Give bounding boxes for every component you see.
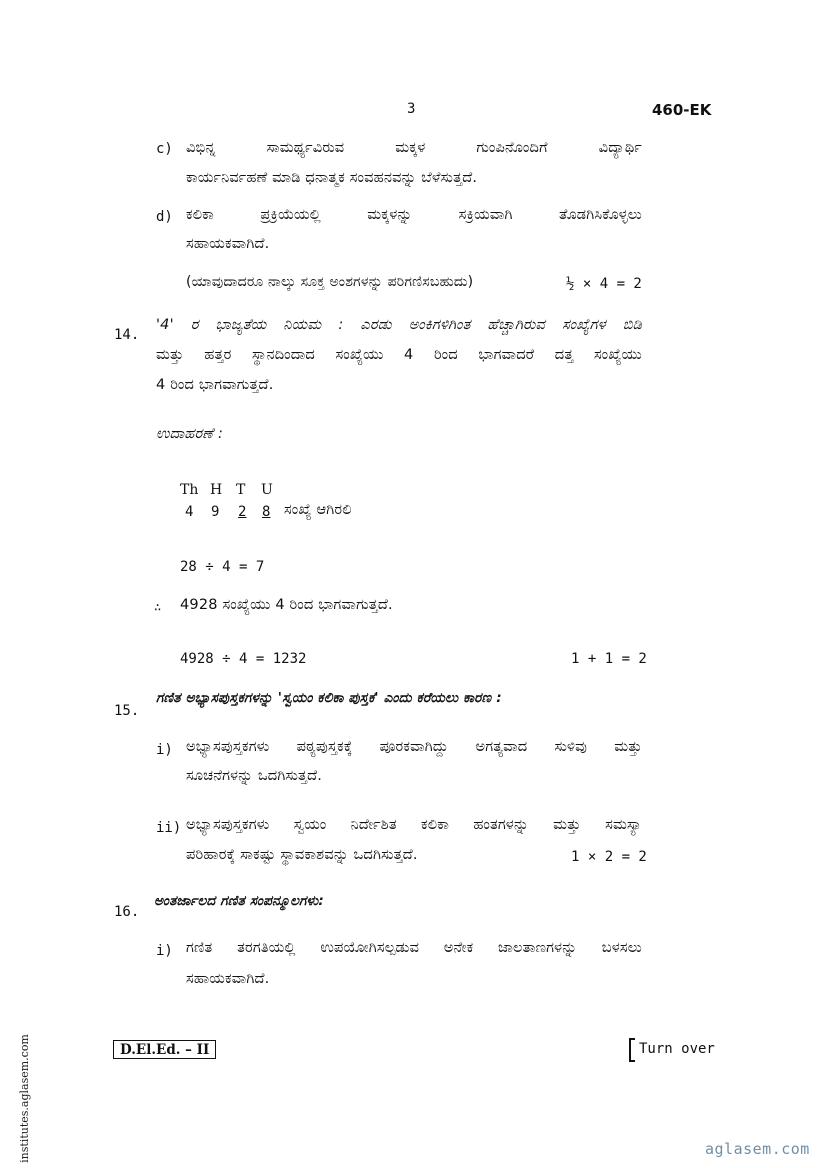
page-number: 3 xyxy=(407,101,416,117)
place-header-th: Th xyxy=(180,482,199,498)
q15-i-label: i) xyxy=(156,742,173,758)
q14-full-division: 4928 ÷ 4 = 1232 xyxy=(180,651,307,667)
q16-i-line2: ಸಹಾಯಕವಾಗಿದೆ. xyxy=(186,971,270,987)
q15-number: 15. xyxy=(114,703,140,719)
q14-line3: 4 ರಿಂದ ಭಾಗವಾಗುತ್ತದೆ. xyxy=(156,377,274,393)
side-watermark: institutes.aglasem.com xyxy=(17,1034,31,1163)
q13-marks: ½ × 4 = 2 xyxy=(566,276,642,292)
q14-line1: '4' ರ ಭಾಜ್ಯತೆಯ ನಿಯಮ : ಎರಡು ಅಂಕಿಗಳಿಗಿಂತ ಹೆಚ್ಚಾಗಿರುವ ಸಂಖ್ಯೆಗಳ ಬಿಡಿ xyxy=(156,317,642,333)
q16-heading: ಅಂತರ್ಜಾಲದ ಗಣಿತ ಸಂಪನ್ಮೂಲಗಳು: xyxy=(154,893,324,909)
q15-ii-line2: ಪರಿಹಾರಕ್ಕೆ ಸಾಕಷ್ಟು ಸ್ಥಾವಕಾಶವನ್ನು ಒದಗಿಸುತ್ತದೆ. xyxy=(186,847,418,863)
q13-c-line2: ಕಾರ್ಯನಿರ್ವಹಣೆ ಮಾಡಿ ಧನಾತ್ಮಕ ಸಂವಹನವನ್ನು ಬೆಳೆಸುತ್ತದೆ. xyxy=(186,170,478,186)
digit-tens: 2 xyxy=(238,504,247,520)
q14-example-heading: ಉದಾಹರಣೆ : xyxy=(156,426,224,442)
q14-line2: ಮತ್ತು ಹತ್ತರ ಸ್ಥಾನದಿಂದಾದ ಸಂಖ್ಯೆಯು 4 ರಿಂದ ಭಾಗವಾದರೆ ದತ್ತ ಸಂಖ್ಯೆಯು xyxy=(156,347,642,363)
q15-i-line2: ಸೂಚನೆಗಳನ್ನು ಒದಗಿಸುತ್ತದೆ. xyxy=(186,768,323,784)
turn-over-bracket xyxy=(629,1038,635,1062)
number-caption: ಸಂಖ್ಯೆ ಆಗಿರಲಿ xyxy=(284,502,352,518)
digit-hundreds: 9 xyxy=(211,504,220,520)
q15-i-line1: ಅಭ್ಯಾಸಪುಸ್ತಕಗಳು ಪಠ್ಯಪುಸ್ತಕಕ್ಕೆ ಪೂರಕವಾಗಿದ್ದು ಅಗತ್ಯವಾದ ಸುಳಿವು ಮತ್ತು xyxy=(186,739,642,755)
q13-d-line1: ಕಲಿಕಾ ಪ್ರಕ್ರಿಯೆಯಲ್ಲಿ ಮಕ್ಕಳನ್ನು ಸಕ್ರಿಯವಾಗಿ ತೊಡಗಿಸಿಕೊಳ್ಳಲು xyxy=(186,207,642,223)
q14-conclusion: 4928 ಸಂಖ್ಯೆಯು 4 ರಿಂದ ಭಾಗವಾಗುತ್ತದೆ. xyxy=(180,597,393,613)
place-header-h: H xyxy=(210,482,223,498)
q16-number: 16. xyxy=(114,904,140,920)
q14-number: 14. xyxy=(114,327,140,343)
turn-over: Turn over xyxy=(639,1041,715,1057)
paper-code: 460-EK xyxy=(652,101,712,119)
q15-heading: ಗಣಿತ ಅಭ್ಯಾಸಪುಸ್ತಕಗಳನ್ನು 'ಸ್ವಯಂ ಕಲಿಕಾ ಪುಸ್ತಕ' ಎಂದು ಕರೆಯಲು ಕಾರಣ : xyxy=(156,690,502,706)
q16-i-line1: ಗಣಿತ ತರಗತಿಯಲ್ಲಿ ಉಪಯೋಗಿಸಲ್ಪಡುವ ಅನೇಕ ಜಾಲತಾಣಗಳನ್ನು ಬಳಸಲು xyxy=(186,940,642,956)
q13-c-label: c) xyxy=(156,141,173,157)
q16-i-label: i) xyxy=(156,943,173,959)
digit-units: 8 xyxy=(262,504,271,520)
q13-note: (ಯಾವುದಾದರೂ ನಾಲ್ಕು ಸೂಕ್ತ ಅಂಶಗಳನ್ನು ಪರಿಗಣಿಸಬಹುದು) xyxy=(186,274,474,290)
q14-division: 28 ÷ 4 = 7 xyxy=(180,559,265,575)
q14-marks: 1 + 1 = 2 xyxy=(571,651,647,667)
therefore-symbol: ∴ xyxy=(154,600,162,614)
q15-ii-line1: ಅಭ್ಯಾಸಪುಸ್ತಕಗಳು ಸ್ವಯಂ ನಿರ್ದೇಶಿತ ಕಲಿಕಾ ಹಂತಗಳನ್ನು ಮತ್ತು ಸಮಸ್ಯಾ xyxy=(186,817,642,833)
q15-marks: 1 × 2 = 2 xyxy=(571,849,647,865)
q13-c-line1: ವಿಭಿನ್ನ ಸಾಮರ್ಥ್ಯವಿರುವ ಮಕ್ಕಳ ಗುಂಪಿನೊಂದಿಗೆ ವಿದ್ಯಾರ್ಥಿ xyxy=(186,140,642,156)
q13-d-label: d) xyxy=(156,209,173,225)
digit-thousands: 4 xyxy=(185,504,194,520)
course-code: D.El.Ed. – II xyxy=(113,1040,216,1059)
watermark: aglasem.com xyxy=(705,1140,810,1158)
place-header-t: T xyxy=(236,482,246,498)
place-header-u: U xyxy=(261,482,273,498)
q13-d-line2: ಸಹಾಯಕವಾಗಿದೆ. xyxy=(186,236,270,252)
q15-ii-label: ii) xyxy=(156,820,182,836)
